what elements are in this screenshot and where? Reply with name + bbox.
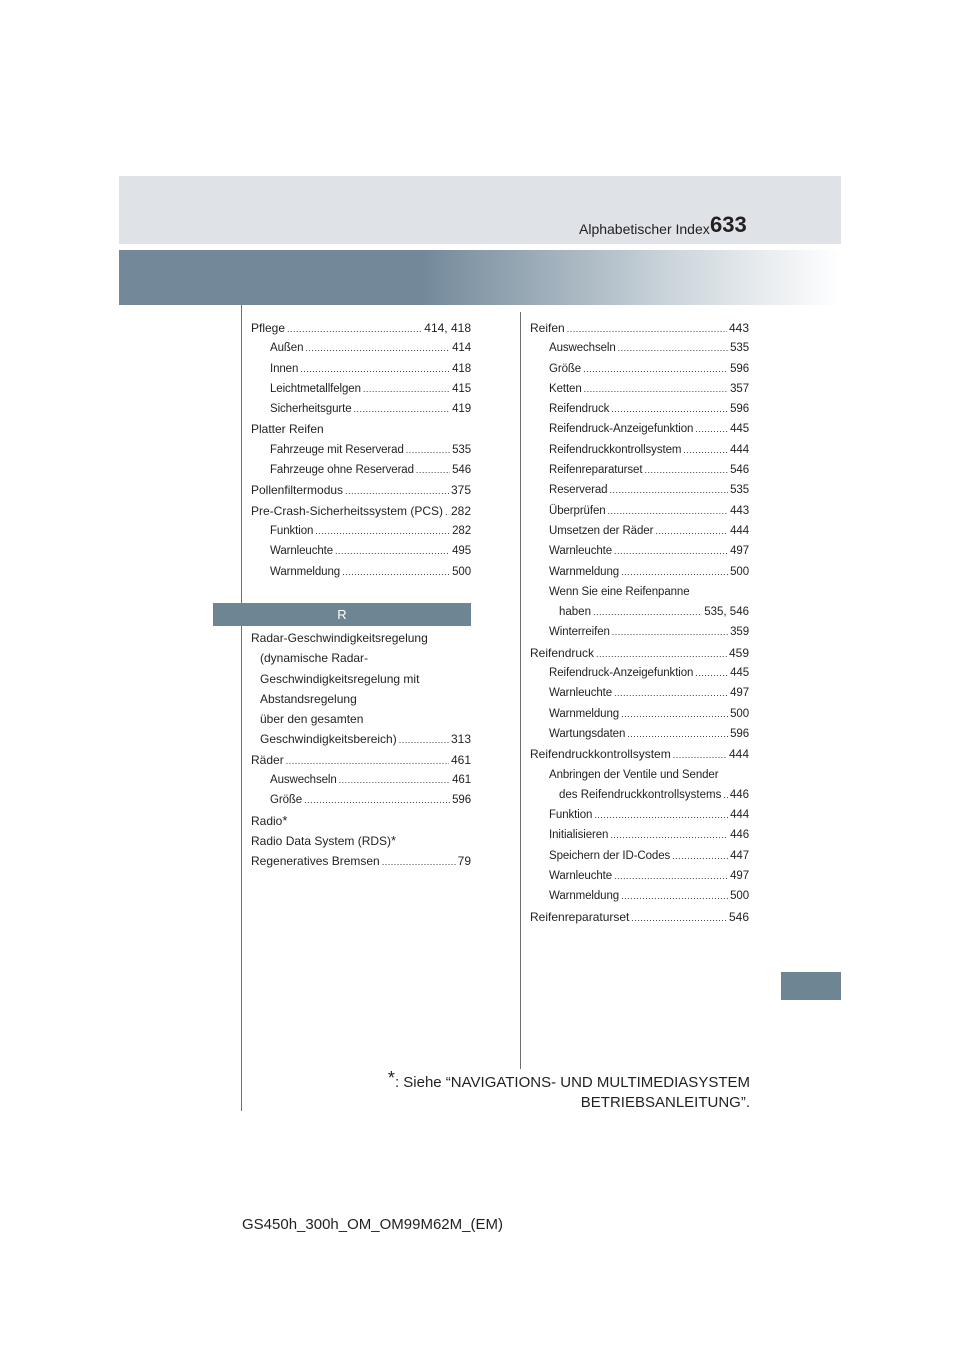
dot-leader xyxy=(621,886,728,906)
index-entry xyxy=(530,440,749,460)
dot-leader xyxy=(354,399,451,419)
index-entry xyxy=(251,562,471,582)
page-title: Alphabetischer Index xyxy=(579,221,710,237)
dot-leader xyxy=(339,770,450,790)
index-entry xyxy=(251,501,471,521)
index-entry-term: Abstandsregelung xyxy=(260,691,357,706)
dot-leader xyxy=(631,908,727,928)
dot-leader xyxy=(627,724,728,744)
index-entry-page: 418 xyxy=(452,362,471,375)
dot-leader xyxy=(723,785,727,805)
index-entry-term: Pflege xyxy=(251,321,286,335)
index-entry-term: Umsetzen der Räder xyxy=(549,524,654,537)
dot-leader xyxy=(695,663,728,683)
index-entry-term: Geschwindigkeitsregelung mit xyxy=(260,671,420,686)
section-header-r: R xyxy=(213,603,471,626)
index-entry-term: Reifendruckkontrollsystem xyxy=(549,443,682,456)
index-entry xyxy=(530,886,749,906)
dot-leader xyxy=(286,751,449,771)
index-entry-term: Sicherheitsgurte xyxy=(270,403,352,416)
index-entry xyxy=(530,359,749,379)
index-entry-page: 535 xyxy=(452,443,471,456)
index-entry-page: 497 xyxy=(730,545,749,558)
index-entry-term: Reifen xyxy=(530,321,565,335)
index-entry: Radio Data System (RDS) * xyxy=(251,831,471,851)
index-entry-term: (dynamische Radar- xyxy=(260,651,369,666)
index-entry xyxy=(530,866,749,886)
index-entry xyxy=(251,648,471,668)
index-entry xyxy=(530,460,749,480)
index-entry-term: Reifendruck xyxy=(530,645,595,660)
index-entry-term: Ketten xyxy=(549,382,582,395)
dot-leader xyxy=(683,440,728,460)
dot-leader xyxy=(406,440,450,460)
index-entry xyxy=(530,521,749,541)
index-entry-term: Außen xyxy=(270,342,304,355)
index-entry-page: 445 xyxy=(730,667,749,680)
index-entry-page: 444 xyxy=(730,809,749,822)
index-entry-page: 375 xyxy=(450,483,471,498)
index-entry xyxy=(530,825,749,845)
index-entry-term: Speichern der ID-Codes xyxy=(549,849,671,862)
index-entry-page: 282 xyxy=(450,503,471,518)
index-entry-page: 359 xyxy=(730,626,749,639)
index-entry-page: 79 xyxy=(457,854,471,869)
index-entry-page: 461 xyxy=(450,752,471,767)
index-entry xyxy=(530,582,749,602)
index-entry xyxy=(530,622,749,642)
dot-leader xyxy=(300,359,450,379)
index-entry-page: 500 xyxy=(452,565,471,578)
index-entry xyxy=(251,770,471,790)
dot-leader xyxy=(399,730,449,750)
index-entry-page: 546 xyxy=(452,464,471,477)
index-entry xyxy=(251,480,471,500)
index-entry xyxy=(251,460,471,480)
index-entry-page: 535 xyxy=(730,342,749,355)
index-entry-page: 495 xyxy=(452,545,471,558)
index-entry-page: 596 xyxy=(730,727,749,740)
index-entry xyxy=(530,379,749,399)
index-entry-term: Warnleuchte xyxy=(549,545,613,558)
index-entry xyxy=(530,419,749,439)
index-entry xyxy=(251,628,471,648)
index-entry-term: Überprüfen xyxy=(549,504,606,517)
dot-leader xyxy=(416,460,450,480)
index-entry xyxy=(530,663,749,683)
index-entry-term: Reifenreparaturset xyxy=(530,909,630,924)
dot-leader xyxy=(445,502,449,522)
index-entry-page: 461 xyxy=(452,774,471,787)
index-entry xyxy=(251,709,471,729)
dot-leader xyxy=(583,359,728,379)
dot-leader xyxy=(610,825,728,845)
index-entry-term: Warnleuchte xyxy=(270,545,334,558)
dot-leader xyxy=(335,541,450,561)
index-entry-term: Pollenfiltermodus xyxy=(251,483,344,498)
index-entry-page: 546 xyxy=(730,464,749,477)
index-entry xyxy=(251,419,471,439)
left-divider xyxy=(241,305,242,1111)
index-entry-term: Fahrzeuge mit Reserverad xyxy=(270,443,404,456)
dot-leader xyxy=(584,379,728,399)
index-entry xyxy=(251,521,471,541)
index-entry-page: 500 xyxy=(730,565,749,578)
index-entry xyxy=(530,785,749,805)
index-entry-term: Radar-Geschwindigkeitsregelung xyxy=(251,631,428,645)
index-entry-term: Reserverad xyxy=(549,484,608,497)
index-entry-term: Größe xyxy=(549,362,582,375)
index-entry-page: 282 xyxy=(452,524,471,537)
dot-leader xyxy=(611,399,728,419)
index-entry xyxy=(530,846,749,866)
index-entry-term: Warnmeldung xyxy=(549,890,620,903)
index-entry xyxy=(530,765,749,785)
index-entry-page: 444 xyxy=(730,524,749,537)
dot-leader xyxy=(345,481,449,501)
dot-leader xyxy=(608,501,729,521)
dot-leader xyxy=(315,521,450,541)
index-entry-page: 313 xyxy=(450,732,471,747)
index-entry xyxy=(530,338,749,358)
index-entry-term: Wenn Sie eine Reifenpanne xyxy=(549,585,690,598)
index-entry xyxy=(530,744,749,764)
index-entry-term: Reifendruck-Anzeigefunktion xyxy=(549,667,694,680)
index-entry-term: Funktion xyxy=(549,809,593,822)
index-entry-page: 357 xyxy=(730,382,749,395)
dot-leader xyxy=(621,562,728,582)
index-entry-page: 596 xyxy=(730,403,749,416)
index-entry-term: des Reifendruckkontrollsystems xyxy=(559,788,722,801)
index-entry-term: Reifenreparaturset xyxy=(549,464,643,477)
index-entry xyxy=(251,689,471,709)
index-entry-term: Warnleuchte xyxy=(549,870,613,883)
index-entry xyxy=(530,907,749,927)
index-entry-page: 419 xyxy=(452,403,471,416)
index-entry xyxy=(251,399,471,419)
index-entry-term: Regeneratives Bremsen xyxy=(251,854,380,869)
index-entry-term: Innen xyxy=(270,362,299,375)
index-entry-term: über den gesamten xyxy=(260,712,364,727)
index-entry-term: Reifendruckkontrollsystem xyxy=(530,747,671,762)
index-entry-page: 447 xyxy=(730,849,749,862)
footnote-star: * xyxy=(387,1068,395,1088)
chapter-side-tab xyxy=(781,972,841,1000)
dot-leader xyxy=(342,562,450,582)
dot-leader xyxy=(655,521,728,541)
index-entry xyxy=(251,729,471,749)
index-entry-page: 535 xyxy=(730,484,749,497)
index-entry-term: Funktion xyxy=(270,524,314,537)
index-entry xyxy=(251,669,471,689)
index-entry: Radio * xyxy=(251,811,471,831)
footnote-line-1: : Siehe “NAVIGATIONS- UND MULTIMEDIASYSTEM xyxy=(394,1074,750,1091)
index-entry-term: Radio xyxy=(251,813,283,828)
index-entry-page: 500 xyxy=(730,890,749,903)
header-gradient-band xyxy=(119,250,841,305)
dot-leader xyxy=(621,704,728,724)
index-entry-term: haben xyxy=(559,606,591,619)
index-entry xyxy=(251,541,471,561)
index-entry-page: 596 xyxy=(730,362,749,375)
dot-leader xyxy=(304,790,450,810)
dot-leader xyxy=(612,622,728,642)
document-code: GS450h_300h_OM_OM99M62M_(EM) xyxy=(242,1216,503,1233)
index-column-left-r xyxy=(251,628,471,872)
dot-leader xyxy=(614,541,728,561)
index-entry xyxy=(530,318,749,338)
index-entry-term: Auswechseln xyxy=(270,774,337,787)
dot-leader xyxy=(287,319,422,339)
index-entry xyxy=(530,562,749,582)
index-entry-page: 446 xyxy=(729,788,749,801)
index-column-right xyxy=(530,318,749,927)
index-entry xyxy=(530,501,749,521)
index-entry-term: Wartungsdaten xyxy=(549,727,626,740)
index-entry xyxy=(251,790,471,810)
index-entry xyxy=(530,399,749,419)
index-entry-term: Warnmeldung xyxy=(549,565,620,578)
index-entry-term: Warnmeldung xyxy=(270,565,341,578)
index-entry xyxy=(530,724,749,744)
index-entry-page: 535, 546 xyxy=(704,606,749,619)
dot-leader xyxy=(695,419,728,439)
index-entry xyxy=(530,805,749,825)
index-entry-page: 414, 418 xyxy=(424,321,471,335)
index-entry xyxy=(530,643,749,663)
page-number: 633 xyxy=(710,212,747,237)
index-entry xyxy=(251,379,471,399)
index-entry-term: Räder xyxy=(251,752,284,767)
index-entry-term: Leichtmetallfelgen xyxy=(270,382,361,395)
index-entry-term: Reifendruck-Anzeigefunktion xyxy=(549,423,694,436)
index-entry-term: Geschwindigkeitsbereich) xyxy=(260,732,397,747)
index-entry-term: Reifendruck xyxy=(549,403,610,416)
index-entry xyxy=(251,359,471,379)
index-entry-page: 444 xyxy=(728,747,749,762)
index-entry xyxy=(530,480,749,500)
index-entry-page: 596 xyxy=(452,794,471,807)
index-entry xyxy=(251,338,471,358)
column-divider xyxy=(520,312,521,1069)
index-entry-term: Fahrzeuge ohne Reserverad xyxy=(270,464,414,477)
dot-leader xyxy=(673,745,727,765)
dot-leader xyxy=(363,379,450,399)
index-entry xyxy=(530,683,749,703)
dot-leader xyxy=(618,338,728,358)
dot-leader xyxy=(672,846,728,866)
index-entry xyxy=(530,602,749,622)
index-column-left xyxy=(251,318,471,582)
index-entry-term: Anbringen der Ventile und Sender xyxy=(549,768,719,781)
dot-leader xyxy=(305,338,450,358)
index-entry xyxy=(251,440,471,460)
dot-leader xyxy=(609,480,728,500)
index-entry-page: 446 xyxy=(730,829,749,842)
dot-leader xyxy=(382,852,456,872)
index-entry-page: 443 xyxy=(730,504,749,517)
index-entry-page: 444 xyxy=(730,443,749,456)
index-entry-page: 546 xyxy=(728,909,749,924)
index-entry-page: 414 xyxy=(452,342,471,355)
index-entry xyxy=(251,750,471,770)
footnote xyxy=(380,1068,750,1113)
index-entry-page: 443 xyxy=(728,321,749,335)
index-entry-page: 445 xyxy=(730,423,749,436)
index-entry-term: Warnmeldung xyxy=(549,707,620,720)
footnote-line-2: BETRIEBSANLEITUNG”. xyxy=(580,1094,750,1111)
index-entry-term: Auswechseln xyxy=(549,342,616,355)
dot-leader xyxy=(594,805,728,825)
index-entry-term: Pre-Crash-Sicherheitssystem (PCS) xyxy=(251,503,444,518)
index-entry-page: 459 xyxy=(728,645,749,660)
index-entry-term: Warnleuchte xyxy=(549,687,613,700)
index-entry-term: Radio Data System (RDS) xyxy=(251,833,392,848)
dot-leader xyxy=(567,319,727,339)
index-entry-page: 497 xyxy=(730,870,749,883)
index-entry-term: Platter Reifen xyxy=(251,422,324,437)
index-entry xyxy=(251,851,471,871)
index-entry xyxy=(530,541,749,561)
dot-leader xyxy=(596,644,727,664)
dot-leader xyxy=(614,683,728,703)
index-entry-term: Größe xyxy=(270,794,303,807)
index-entry xyxy=(251,318,471,338)
index-entry-page: 500 xyxy=(730,707,749,720)
index-entry-term: Initialisieren xyxy=(549,829,609,842)
dot-leader xyxy=(593,602,702,622)
index-entry-term: Winterreifen xyxy=(549,626,610,639)
index-entry-page: 497 xyxy=(730,687,749,700)
dot-leader xyxy=(644,460,728,480)
index-entry xyxy=(530,704,749,724)
dot-leader xyxy=(614,866,728,886)
index-entry-page: 415 xyxy=(452,382,471,395)
